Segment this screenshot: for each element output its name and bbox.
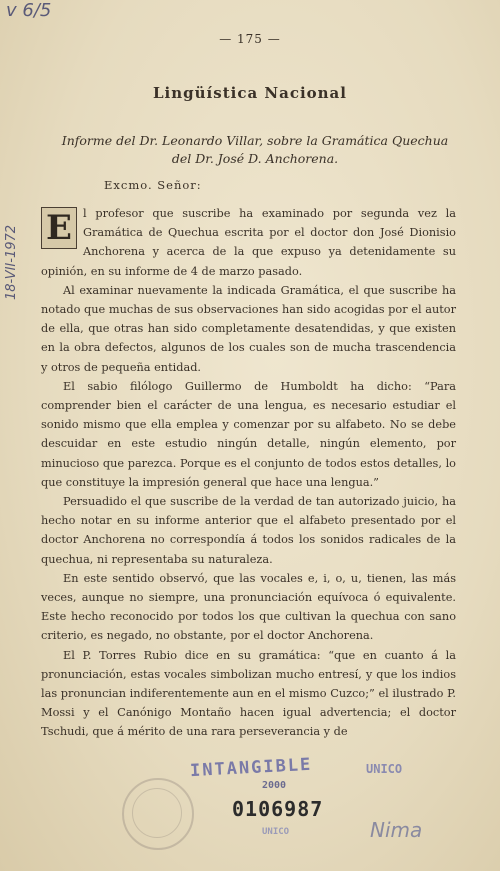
page-title: Lingüística Nacional [153,84,347,102]
paragraph-text: l profesor que suscribe ha examinado por segunda vez la Gramática de Quechua escrita por el doctor don José Dionisio Anchorena y acerca de la que expuso ya detenidamente su opinión, en su informe de 4 de marzo pasado. [41,207,456,278]
unico-stamp-top: UNICO [366,762,403,776]
drop-cap: E [41,207,77,249]
paragraph-1 [41,204,456,281]
handwritten-signature: Nima [370,818,423,842]
subtitle-line-2: del Dr. José D. Anchorena. [171,151,339,166]
handwritten-note-side: 18-VII-1972 [4,224,19,300]
handwritten-note-top: v 6/5 [6,0,52,21]
body-text [41,204,456,742]
stamp-year: 2000 [262,780,287,791]
paragraph-4: Persuadido el que suscribe de la verdad de tan autorizado juicio, ha hecho notar en su informe anterior que el alfabeto presentado por el doctor Anchorena no correspondía á todos los sonidos radicales de la quechua, ni representaba su naturaleza. [41,495,456,566]
paragraph-2: Al examinar nuevamente la indicada Gramática, el que suscribe ha notado que muchas de sus observaciones han sido acogidas por el autor de ella, que otras han sido completamente desatendidas, y que existen en la obra defectos, algunos de los cuales son de mucha trascendencia y otros de pequeña entidad. [41,283,456,374]
inventory-number: 0106987 [232,797,324,821]
salutation: Excmo. Señor: [104,178,202,192]
paragraph-5: En este sentido observó, que las vocales e, i, o, u, tienen, las más veces, aunque no siempre, una pronunciación equívoca ó equivalente. Este hecho reconocido por todos los que cultivan la quechua con sano criterio, es negado, no obstante, por el doctor Anchorena. [41,571,456,643]
library-seal-icon [122,778,194,850]
unico-stamp-bottom: UNICO [262,827,290,837]
paragraph-6: El P. Torres Rubio dice en su gramática: “que en cuanto á la pronunciación, estas vocales simbolizan mucho entresí, y que los indios las pronuncian indiferentemente aun en el mismo Cuzco;” el ilustrado P. Mossi y el Canónigo Montaño hacen igual advertencia; el doctor Tschudi, que á mérito de una rara perseverancia y de [41,648,456,739]
paragraph-3: El sabio filólogo Guillermo de Humboldt ha dicho: “Para comprender bien el carácter de una lengua, es necesario estudiar el sonido mismo que ella emplea y comenzar por su alfabeto. No se debe descuidar en este estudio ningún detalle, ningún elemento, por minucioso que parezca. Porque es el conjunto de todos estos detalles, lo que constituye la impresión general que hace una lengua.” [41,379,456,489]
intangible-stamp: INTANGIBLE [189,754,313,782]
page-number: — 175 — [219,32,281,46]
subtitle-line-1: Informe del Dr. Leonardo Villar, sobre la Gramática Quechua [61,133,449,148]
subtitle [40,132,470,168]
